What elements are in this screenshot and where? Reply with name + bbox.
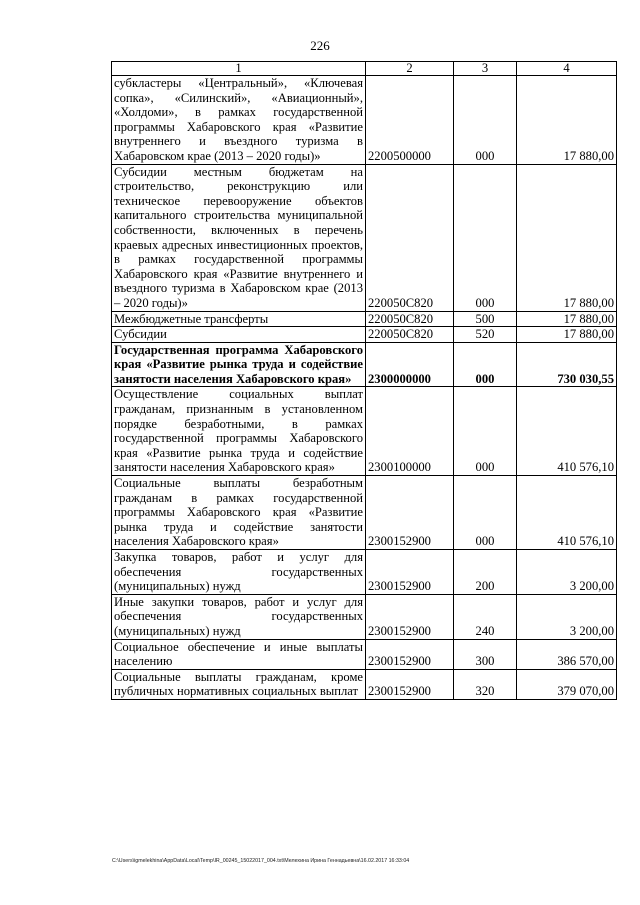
page-number: 226 <box>310 38 330 53</box>
row-amount: 410 576,10 <box>517 387 617 476</box>
row-name: Межбюджетные трансферты <box>112 311 366 327</box>
table-body <box>112 76 617 700</box>
row-type: 000 <box>454 476 517 550</box>
row-amount: 17 880,00 <box>517 311 617 327</box>
row-name: Закупка товаров, работ и услуг для обеспечения государственных (муниципальных) нужд <box>112 550 366 595</box>
row-amount: 17 880,00 <box>517 76 617 165</box>
row-code: 2300100000 <box>366 387 454 476</box>
row-type: 320 <box>454 669 517 699</box>
table-row <box>112 327 617 343</box>
row-amount: 3 200,00 <box>517 594 617 639</box>
row-code: 220050С820 <box>366 327 454 343</box>
header-col-1: 1 <box>112 62 366 76</box>
table-header-row <box>112 62 617 76</box>
row-type: 000 <box>454 164 517 311</box>
row-code: 220050С820 <box>366 311 454 327</box>
table-row <box>112 639 617 669</box>
row-name: Субсидии <box>112 327 366 343</box>
table-row <box>112 387 617 476</box>
row-type: 240 <box>454 594 517 639</box>
row-code: 2300000000 <box>366 342 454 387</box>
row-amount: 17 880,00 <box>517 327 617 343</box>
row-name: Государственная программа Хабаровского края «Развитие рынка труда и содействие занятости населения Хабаровского края» <box>112 342 366 387</box>
header-col-2: 2 <box>366 62 454 76</box>
row-type: 200 <box>454 550 517 595</box>
row-code: 2300152900 <box>366 550 454 595</box>
row-name: Иные закупки товаров, работ и услуг для обеспечения государственных (муниципальных) нужд <box>112 594 366 639</box>
header-col-3: 3 <box>454 62 517 76</box>
row-amount: 410 576,10 <box>517 476 617 550</box>
row-amount: 17 880,00 <box>517 164 617 311</box>
row-type: 500 <box>454 311 517 327</box>
row-amount: 730 030,55 <box>517 342 617 387</box>
table-row <box>112 594 617 639</box>
table-row <box>112 76 617 165</box>
row-name: Социальные выплаты гражданам, кроме публичных нормативных социальных выплат <box>112 669 366 699</box>
row-code: 2300152900 <box>366 476 454 550</box>
row-name: субкластеры «Центральный», «Ключевая сопка», «Силинский», «Авиационный», «Холдоми», в рамках государственной программы Хабаровского края «Развитие внутреннего и въездного туризма в Хабаровском крае (2013 – 2020 годы)» <box>112 76 366 165</box>
row-code: 2300152900 <box>366 594 454 639</box>
table-row <box>112 550 617 595</box>
row-code: 220050С820 <box>366 164 454 311</box>
row-amount: 386 570,00 <box>517 639 617 669</box>
header-col-4: 4 <box>517 62 617 76</box>
table-row <box>112 164 617 311</box>
table-row <box>112 476 617 550</box>
row-type: 000 <box>454 387 517 476</box>
budget-table <box>111 61 617 700</box>
table-row <box>112 669 617 699</box>
row-amount: 379 070,00 <box>517 669 617 699</box>
row-type: 520 <box>454 327 517 343</box>
row-code: 2300152900 <box>366 639 454 669</box>
row-name: Осуществление социальных выплат гражданам, признанным в установленном порядке безработными, в рамках государственной программы Хабаровского края «Развитие рынка труда и содействие занятости населения Хабаровского края» <box>112 387 366 476</box>
table-row <box>112 342 617 387</box>
row-type: 300 <box>454 639 517 669</box>
table-row <box>112 311 617 327</box>
row-code: 2300152900 <box>366 669 454 699</box>
row-name: Социальные выплаты безработным гражданам в рамках государственной программы Хабаровского края «Развитие рынка труда и содействие занятости населения Хабаровского края» <box>112 476 366 550</box>
row-type: 000 <box>454 76 517 165</box>
row-name: Субсидии местным бюджетам на строительство, реконструкцию или техническое перевооружение объектов капитального строительства муниципальной собственности, включенных в перечень краевых адресных инвестиционных проектов, в рамках государственной программы Хабаровского края «Развитие внутреннего и въездного туризма в Хабаровском крае (2013 – 2020 годы)» <box>112 164 366 311</box>
footer-file-path: C:\Users\igmelekhina\AppData\Local\Temp\IR_00245_15022017_004.txt\Мелехина Ирина Геннадьевна\16.02.2017 16:33:04 <box>112 858 410 864</box>
row-amount: 3 200,00 <box>517 550 617 595</box>
row-name: Социальное обеспечение и иные выплаты населению <box>112 639 366 669</box>
row-type: 000 <box>454 342 517 387</box>
row-code: 2200500000 <box>366 76 454 165</box>
